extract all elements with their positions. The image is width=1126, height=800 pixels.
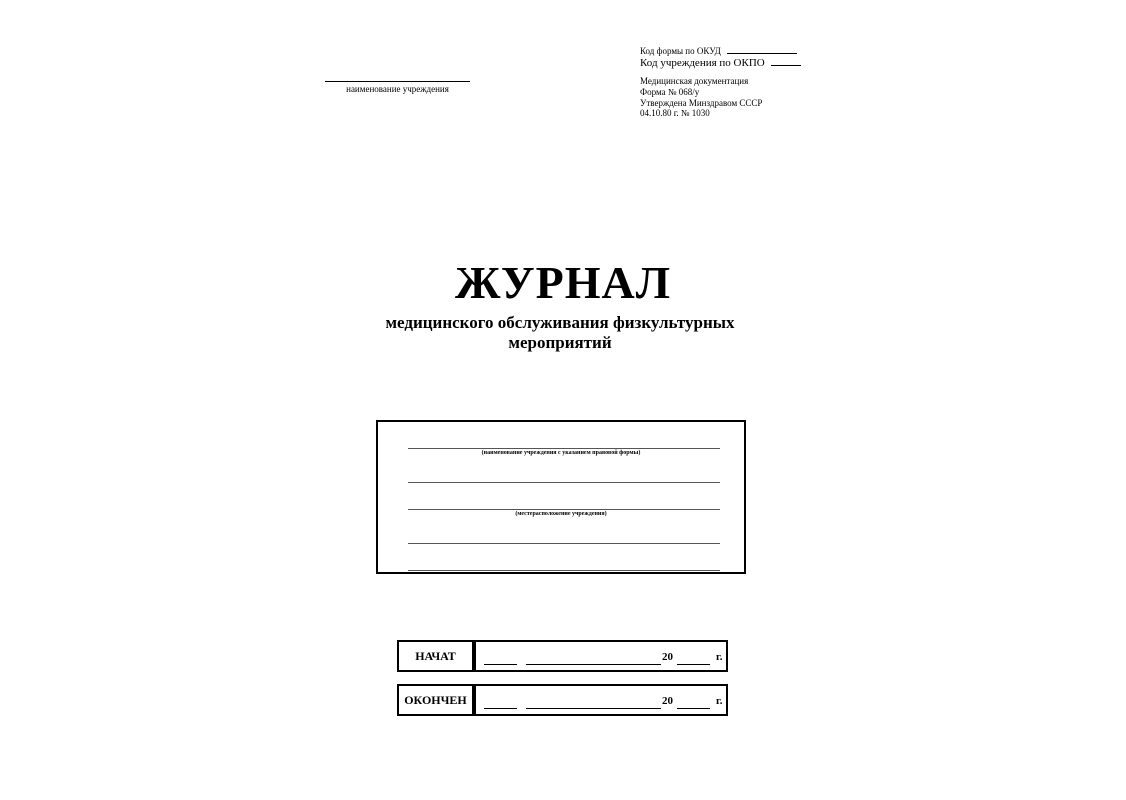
form-codes-block <box>640 45 801 119</box>
started-date-field <box>474 640 728 672</box>
approved-date: 04.10.80 г. № 1030 <box>640 108 710 119</box>
finished-year-suffix: г. <box>716 695 723 707</box>
institution-name-field-line <box>408 448 720 449</box>
started-month-blank <box>526 664 661 665</box>
institution-location-field-line <box>408 509 720 510</box>
finished-date-box <box>397 684 728 716</box>
okud-row <box>640 45 801 57</box>
institution-name-caption: наименование учреждения <box>346 84 449 94</box>
finished-day-blank <box>484 708 517 709</box>
doc-type: Медицинская документация <box>640 75 749 86</box>
finished-label: ОКОНЧЕН <box>399 686 474 714</box>
subtitle-line-1: медицинского обслуживания физкультурных <box>385 313 735 332</box>
journal-title: ЖУРНАЛ <box>455 257 671 308</box>
okpo-blank <box>771 57 801 66</box>
okpo-row <box>640 57 801 70</box>
finished-year-blank <box>677 708 710 709</box>
okpo-label: Код учреждения по ОКПО <box>640 56 765 69</box>
started-date-box <box>397 640 728 672</box>
started-year-suffix: г. <box>716 651 723 663</box>
institution-name-field-caption: (наименование учреждения с указанием правовой формы) <box>481 450 641 456</box>
institution-name-line <box>325 81 470 82</box>
journal-subtitle <box>340 313 780 353</box>
approved-by: Утверждена Минздравом СССР <box>640 97 763 108</box>
started-year-prefix: 20 <box>662 651 673 663</box>
finished-date-field <box>474 684 728 716</box>
institution-info-box <box>376 420 746 574</box>
institution-extra-line <box>408 482 720 483</box>
finished-month-blank <box>526 708 661 709</box>
okud-blank <box>727 45 797 54</box>
institution-bottom-line <box>408 570 720 571</box>
form-number: Форма № 068/у <box>640 86 700 97</box>
started-day-blank <box>484 664 517 665</box>
subtitle-line-2: мероприятий <box>508 333 612 352</box>
started-label: НАЧАТ <box>399 642 474 670</box>
started-year-blank <box>677 664 710 665</box>
finished-year-prefix: 20 <box>662 695 673 707</box>
institution-location-extra-line <box>408 543 720 544</box>
institution-location-field-caption: (местерасположение учреждения) <box>515 511 607 517</box>
okud-label: Код формы по ОКУД <box>640 46 721 56</box>
